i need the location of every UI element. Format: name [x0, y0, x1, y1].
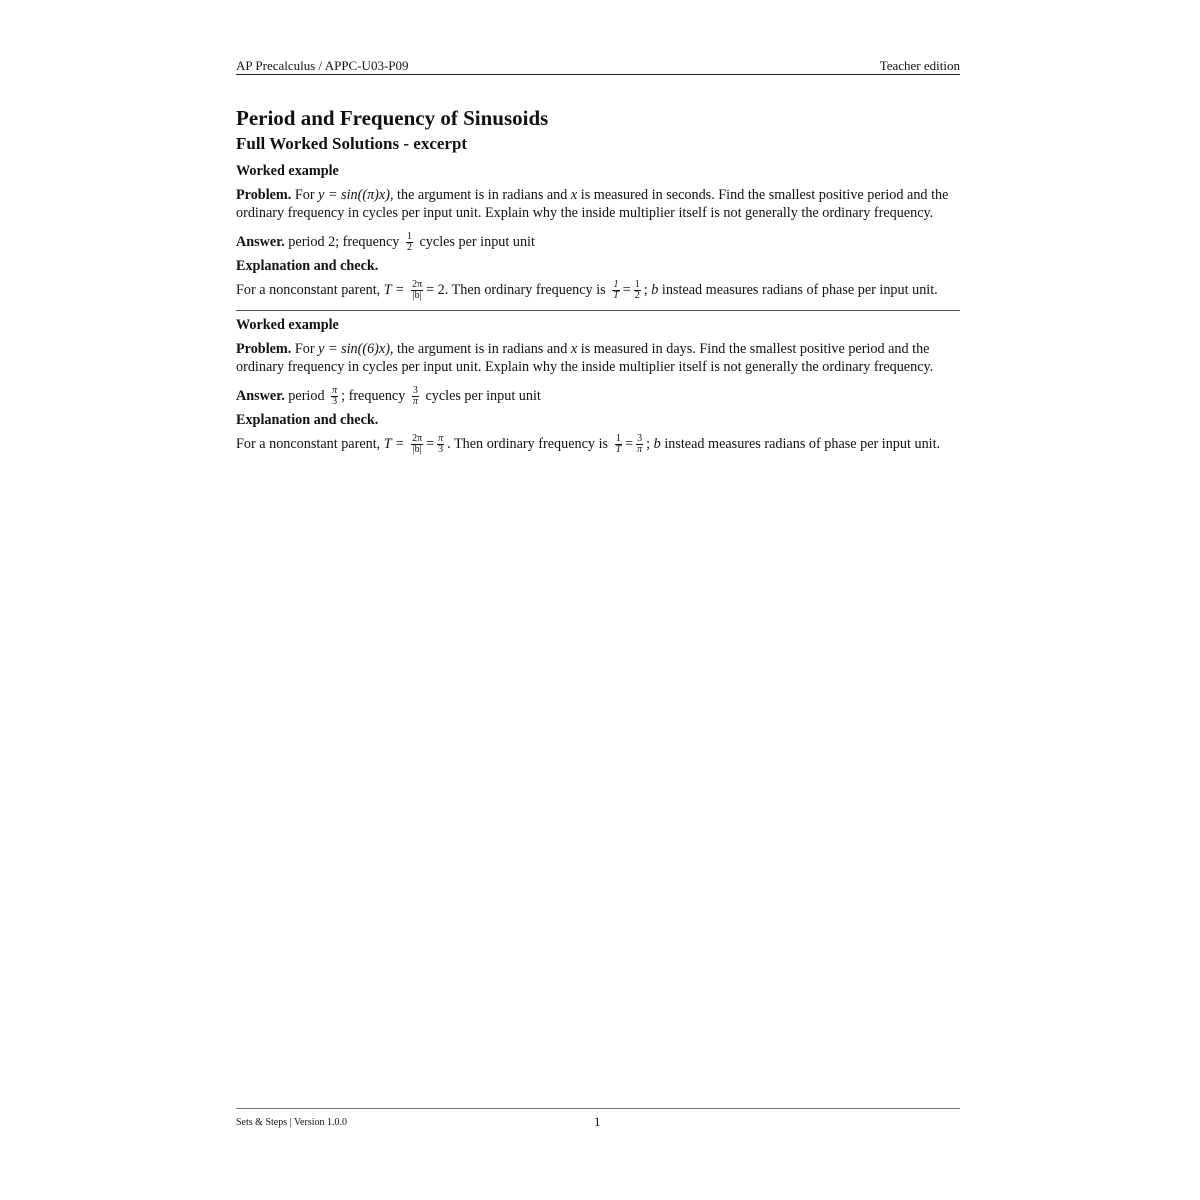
answer-label: Answer.	[236, 234, 285, 250]
frequency-unit: cycles per input unit	[425, 388, 541, 404]
function-expression: y = sin((π)x)	[318, 187, 390, 203]
example-heading: Worked example	[236, 163, 339, 179]
example-heading: Worked example	[236, 317, 339, 333]
explanation-rest: instead measures radians of phase per input unit.	[664, 436, 941, 452]
fraction-denominator: |b|	[412, 290, 422, 302]
problem-lead: For	[294, 187, 315, 203]
period-word: period	[288, 388, 325, 404]
period-formula-fraction	[411, 434, 423, 455]
worked-example-1	[236, 162, 976, 302]
frequency-word: ; frequency	[341, 388, 406, 404]
function-expression: y = sin((6)x)	[318, 341, 390, 357]
problem-rest: is measured in days. Find the smallest positive period and the ordinary frequency in cycles per input unit. Explain why the inside multiplier itself is not generally the ordinary frequency.	[236, 341, 934, 375]
answer-label: Answer.	[236, 388, 285, 404]
fraction-numerator: 1	[406, 231, 412, 243]
problem-middle: , the argument is in radians and	[389, 341, 568, 357]
fraction-numerator: 3	[637, 433, 643, 445]
page-title: Period and Frequency of Sinusoids	[236, 106, 549, 130]
frequency-result-fraction	[636, 434, 643, 455]
answer-line	[236, 231, 976, 253]
problem-text	[236, 186, 976, 222]
fraction-denominator: π	[637, 444, 643, 456]
explanation-heading: Explanation and check.	[236, 258, 379, 274]
problem-text	[236, 340, 976, 376]
period-fraction	[331, 386, 338, 407]
period-symbol: T =	[383, 436, 405, 452]
reciprocal-fraction	[612, 280, 620, 301]
frequency-fraction	[406, 232, 413, 253]
page-number: 1	[594, 1114, 601, 1129]
footer-divider	[236, 1108, 960, 1109]
worked-example-2	[236, 316, 976, 456]
frequency-result-fraction	[634, 280, 641, 301]
explanation-line: For a nonconstant parent, T = $\frac{2\pi}{|b|}$ = 2. Then ordinary frequency is $\frac{1}{T}$ = $\frac{1}{2}$ ; b instead measures radians of phase per input unit.	[236, 279, 938, 302]
fraction-numerator: π	[438, 433, 444, 445]
fraction-numerator: 2π	[412, 433, 423, 445]
period-result: = 2	[426, 282, 445, 298]
header-course: AP Precalculus / APPC-U03-P09	[236, 58, 409, 73]
multiplier-symbol: b	[651, 282, 659, 298]
fraction-denominator: 2	[634, 290, 640, 302]
running-header	[236, 58, 960, 75]
period-equals: =	[426, 436, 435, 452]
frequency-word: ; frequency	[335, 234, 400, 250]
period-formula-fraction	[411, 280, 423, 301]
explanation-line: For a nonconstant parent, T = $\frac{2\pi}{|b|}$ = $\frac{\pi}{3}$ . Then ordinary frequency is $\frac{1}{T}$ = $\frac{3}{\pi}$ ; b instead measures radians of phase per input unit.	[236, 433, 941, 456]
period-result-fraction	[437, 434, 444, 455]
fraction-denominator: T	[613, 290, 619, 302]
fraction-numerator: 2π	[412, 279, 423, 291]
explanation-heading: Explanation and check.	[236, 412, 379, 428]
fraction-numerator: 1	[613, 279, 619, 291]
fraction-numerator: π	[332, 385, 338, 397]
fraction-denominator: 3	[332, 396, 338, 408]
input-variable: x	[570, 341, 578, 357]
explanation-lead: For a nonconstant parent,	[236, 436, 381, 452]
fraction-numerator: 1	[615, 433, 621, 445]
period-value: 2	[328, 234, 336, 250]
fraction-denominator: 2	[406, 242, 412, 254]
explanation-then: . Then ordinary frequency is	[444, 282, 606, 298]
fraction-denominator: |b|	[412, 444, 422, 456]
fraction-numerator: 3	[412, 385, 418, 397]
explanation-then: . Then ordinary frequency is	[447, 436, 609, 452]
problem-lead: For	[294, 341, 315, 357]
multiplier-symbol: b	[653, 436, 661, 452]
problem-middle: , the argument is in radians and	[389, 187, 568, 203]
fraction-denominator: T	[615, 444, 622, 456]
fraction-numerator: 1	[634, 279, 640, 291]
input-variable: x	[570, 187, 578, 203]
frequency-fraction	[412, 386, 419, 407]
problem-rest: is measured in seconds. Find the smallest positive period and the ordinary frequency in cycles per input unit. Explain why the inside multiplier itself is not generally the ordinary frequency.	[236, 187, 949, 221]
problem-label: Problem.	[236, 341, 292, 357]
fraction-denominator: 3	[438, 444, 444, 456]
explanation-lead: For a nonconstant parent,	[236, 282, 381, 298]
header-edition: Teacher edition	[879, 58, 960, 73]
answer-line	[236, 385, 976, 407]
fraction-denominator: π	[412, 396, 418, 408]
period-word: period	[288, 234, 325, 250]
page-subtitle: Full Worked Solutions - excerpt	[236, 134, 468, 153]
footer-version: Sets & Steps | Version 1.0.0	[236, 1117, 347, 1128]
frequency-unit: cycles per input unit	[419, 234, 535, 250]
problem-label: Problem.	[236, 187, 292, 203]
period-symbol: T =	[383, 282, 405, 298]
explanation-rest: instead measures radians of phase per input unit.	[661, 282, 938, 298]
reciprocal-fraction	[615, 434, 623, 455]
document-page	[236, 0, 960, 1200]
section-divider	[236, 310, 960, 311]
